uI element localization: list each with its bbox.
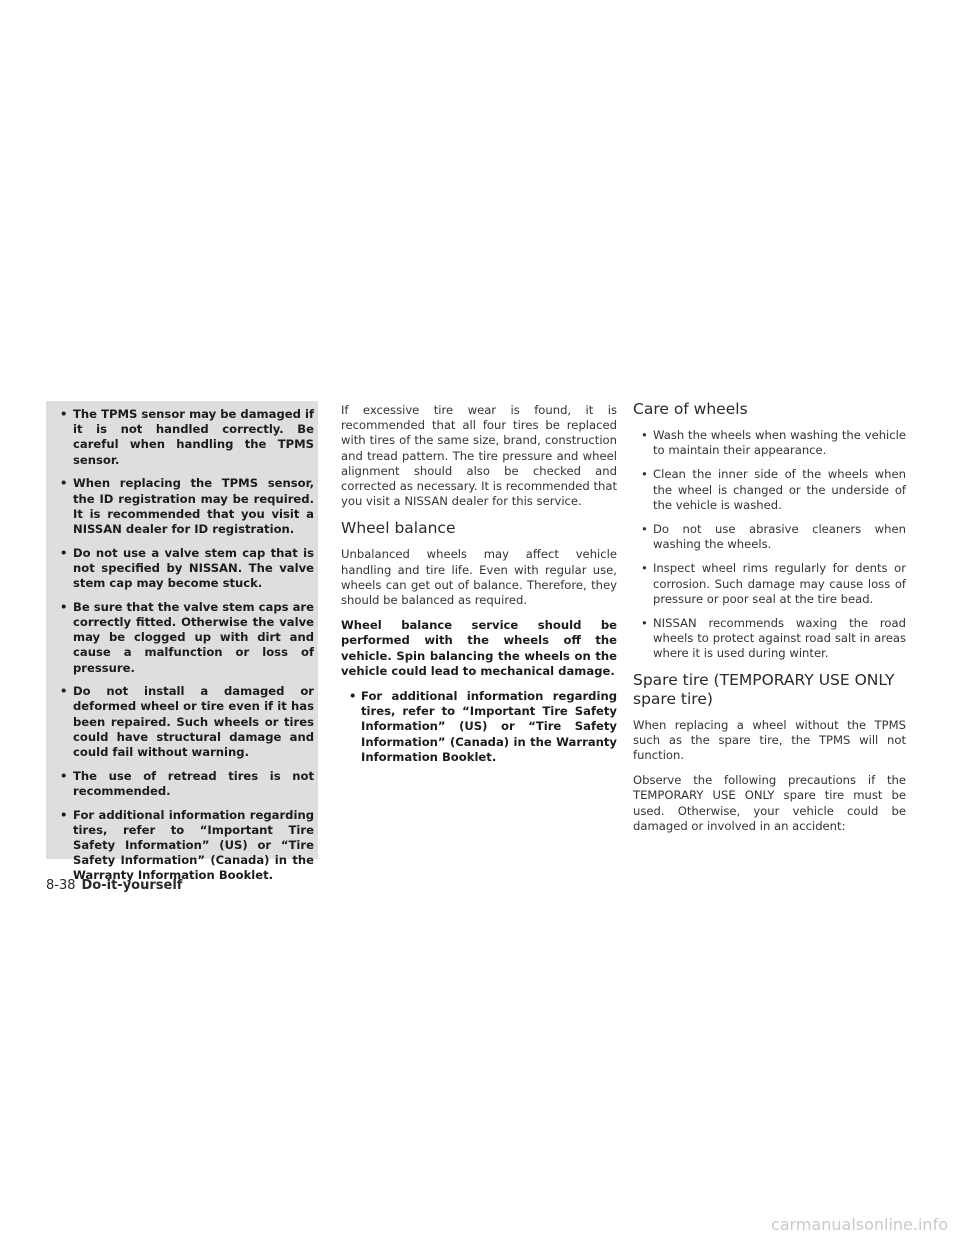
spare-tire-paragraph-1: When replacing a wheel without the TPMS such as the spare tire, the TPMS will not function. bbox=[633, 717, 906, 763]
list-item: • Inspect wheel rims regularly for dents or corrosion. Such damage may cause loss of pressure or poor seal at the tire bead. bbox=[633, 561, 906, 607]
care-of-wheels-heading: Care of wheels bbox=[633, 400, 748, 418]
wheel-balance-heading: Wheel balance bbox=[341, 519, 456, 538]
spare-tire-heading: Spare tire (TEMPORARY USE ONLY spare tire) bbox=[633, 670, 895, 708]
tire-wear-paragraph: If excessive tire wear is found, it is recommended that all four tires be replaced with tires of the same size, brand, construction and tread pattern. The tire pressure and wheel alignment should also be checked and corrected as necessary. It is recommended that you visit a NISSAN dealer for this service. bbox=[341, 403, 617, 509]
care-of-wheels-list bbox=[633, 428, 906, 662]
wheel-balance-bullets bbox=[341, 689, 617, 765]
warning-item: • The use of retread tires is not recommended. bbox=[60, 769, 314, 799]
page-footer bbox=[46, 877, 182, 895]
warning-item: • The TPMS sensor may be damaged if it is not handled correctly. Be careful when handling the TPMS sensor. bbox=[60, 407, 314, 468]
list-item: • Clean the inner side of the wheels when the wheel is changed or the underside of the vehicle is washed. bbox=[633, 467, 906, 513]
wheel-balance-paragraph: Unbalanced wheels may affect vehicle handling and tire life. Even with regular use, wheels can get out of balance. Therefore, they should be balanced as required. bbox=[341, 547, 617, 608]
warning-item: • When replacing the TPMS sensor, the ID registration may be required. It is recommended that you visit a NISSAN dealer for ID registration. bbox=[60, 476, 314, 537]
section-title: Do-it-yourself bbox=[81, 878, 183, 893]
wheel-balance-warning: Wheel balance service should be performed with the wheels off the vehicle. Spin balancing the wheels on the vehicle could lead to mechanical damage. bbox=[341, 618, 617, 678]
list-item: • NISSAN recommends waxing the road wheels to protect against road salt in areas where it is used during winter. bbox=[633, 616, 906, 662]
warning-box bbox=[46, 401, 318, 883]
warning-item: • For additional information regarding tires, refer to “Important Tire Safety Information” (US) or “Tire Safety Information” (Canada) in the Warranty Information Booklet. bbox=[60, 808, 314, 884]
list-item: • Wash the wheels when washing the vehicle to maintain their appearance. bbox=[633, 428, 906, 458]
warning-item: • Do not use a valve stem cap that is not specified by NISSAN. The valve stem cap may become stuck. bbox=[60, 546, 314, 592]
watermark: carmanualsonline.info bbox=[770, 1215, 948, 1234]
warning-list bbox=[60, 407, 314, 884]
list-item: • Do not use abrasive cleaners when washing the wheels. bbox=[633, 522, 906, 552]
spare-tire-paragraph-2: Observe the following precautions if the TEMPORARY USE ONLY spare tire must be used. Otherwise, your vehicle could be damaged or involved in an accident: bbox=[633, 773, 906, 833]
middle-column bbox=[341, 403, 617, 774]
list-item: • For additional information regarding tires, refer to “Important Tire Safety Information” (US) or “Tire Safety Information” (Canada) in the Warranty Information Booklet. bbox=[341, 689, 617, 765]
right-column bbox=[633, 400, 906, 844]
page-number: 8-38 bbox=[46, 878, 76, 893]
warning-item: • Do not install a damaged or deformed wheel or tire even if it has been repaired. Such wheels or tires could have structural damage and could fail without warning. bbox=[60, 684, 314, 760]
warning-item: • Be sure that the valve stem caps are correctly fitted. Otherwise the valve may be clogged up with dirt and cause a malfunction or loss of pressure. bbox=[60, 600, 314, 676]
